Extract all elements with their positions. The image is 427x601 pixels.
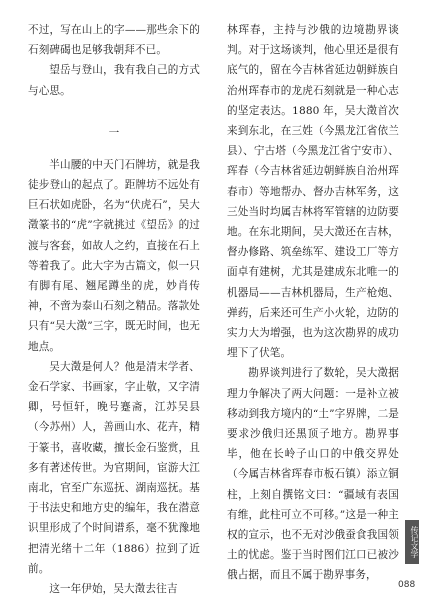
- paragraph: 半山腰的中天门石牌坊，就是我徒步登山的起点了。距牌坊不远处有巨石状如虎卧，名为“伏虎石”，吴大澂篆书的“虎”字就挑过《望岳》的过渡与客套，如故人之约，直接在石上等着我了。此大字为古篇文，似一只有脚有尾、翘尾蹲坐的虎，妙肖传神，不啻为泰山石刻之精品。落款处只有“吴大澂”三字，既无时间，也无地点。: [28, 158, 200, 353]
- right-text-column: [227, 20, 399, 586]
- paragraph: 勘界谈判进行了数轮，吴大澂据理力争解决了两大问题：一是补立被移动到我方境内的“土”字界牌，二是要求沙俄归还黑顶子地方。勘界事毕，他在长岭子山口的中俄交界处（今属吉林省珲春市板石镇）添立铜柱，上刻自撰铭文曰：“疆域有表国有维，此柱可立不可移。”这是一种主权的宣示，也不无对沙俄蚕食我国领土的忧虑。鉴于当时图们江口已被沙俄占据，而且不属于勘界事务，: [227, 367, 399, 582]
- paragraph: 这一年伊始，吴大澂去往吉: [49, 583, 178, 596]
- paragraph: 吴大澂是何人？他是清末学者、金石学家、书画家，字止敬，又字清卿，号恒轩，晚号蹇斋，江苏吴县（今苏州）人，善画山水、花卉，精于篆书，喜收藏，擅长金石鉴赏，且多有著述传世。为官期间，宦游大江南北，官至广东巡抚、湖南巡抚。基于书法史和地方史的编年，我在潜意识里形成了个时间谱系，毫不犹豫地把清光绪十二年（1886）拉到了近前。: [28, 360, 200, 575]
- paragraph: 不过，写在山上的字——那些余下的石刻碑碣也足够我朝拜不已。: [28, 24, 200, 57]
- paragraph: 林珲春，主持与沙俄的边境勘界谈判。对于这场谈判，他心里还是很有底气的，留在今吉林省延边朝鲜族自治州珲春市的龙虎石刻就是一种心志的坚定表达。1880 年，吴大澂首次来到东北，在三姓（今黑龙江省依兰县）、宁古塔（今黑龙江省宁安市）、珲春（今吉林省延边朝鲜族自治州珲春市）等地帮办、督办吉林军务，这三处当时均属吉林将军管辖的边防要地。在东北期间，吴大澂还在吉林，督办修路、筑垒练军、建设工厂等方面卓有建树，尤其是建成东北唯一的机器局——吉林机器局，生产枪炮、弹药，后来还可生产小火轮，边防的实力大为增强，也为这次勘界的成功埋下了伏笔。: [227, 24, 399, 360]
- paragraph: 望岳与登山，我有我自己的方式与心思。: [28, 64, 200, 97]
- section-mark: 一: [108, 126, 120, 139]
- left-text-column: [28, 20, 200, 599]
- page-number: 088: [398, 580, 416, 590]
- magazine-section-label: 传记文学: [405, 520, 419, 564]
